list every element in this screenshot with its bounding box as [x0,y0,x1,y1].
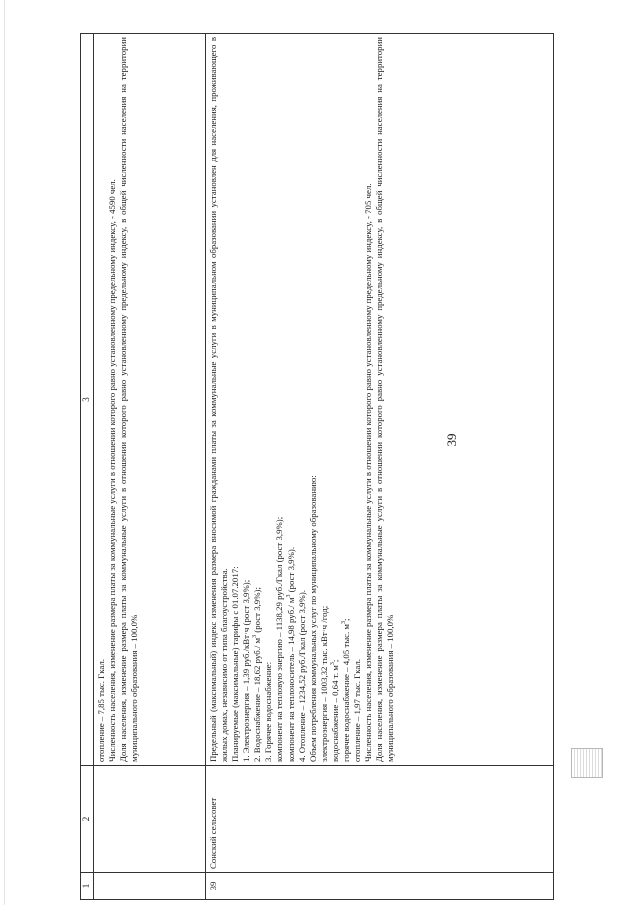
page-number: 39 [444,433,459,447]
line-hot-water-volume: горячее водоснабжение – 4,05 тыс. м [340,624,351,762]
row-continued-number [94,873,206,900]
text-line: 4. Отопление – 1234,52 руб./Гкал (рост 3,9%). [296,589,307,762]
line-water: 2. Водоснабжение – 18,62 руб./ м [252,637,263,762]
superscript: 3 [329,662,336,666]
table-row-39 [206,34,554,900]
rotated-table-area [80,37,554,900]
text-line: Численность населения, изменение размера платы за коммунальные услуги в отношении которого равно установленному предельному индексу, - 705 чел. [363,183,374,762]
text-line: Планируемые (максимальные) тарифы с 01.07.2017: [230,566,241,762]
text-line [341,37,352,762]
text-line: 3. Горячее водоснабжение: [263,661,274,762]
text-line [330,37,341,762]
line-coolant-suffix: (рост 3,9%). [285,546,296,595]
superscript: 3 [252,634,259,638]
row-continued-name [94,766,206,873]
text-line: Численность населения, изменение размера платы за коммунальные услуги в отношении которого равно установленному предельному индексу, - 4590 чел. [107,179,118,762]
text-line: 1. Электроэнергия – 1,39 руб./кВт·ч (рост 3,9%); [241,579,252,762]
line-water-suffix: (рост 3,9%); [252,587,263,635]
rotated-table-content [80,37,554,900]
text-line: отопление – 1,97 тыс. Гкал. [352,659,363,762]
text-line [252,37,263,762]
header-col-1: 1 [81,873,94,900]
text-line: компонент на тепловую энергию – 1138,29 руб./Гкал (рост 3,9%); [274,516,285,762]
text-line: электроэнергия – 1003,32 тыс. кВт·ч /год; [318,605,329,762]
row-39-text [206,34,554,766]
table-row-continued [94,34,206,900]
archive-stamp [571,748,603,778]
superscript: 3 [285,594,292,598]
header-col-2: 2 [81,766,94,873]
text-line [286,37,297,762]
line-hot-water-volume-suffix: ; [340,618,351,622]
text-line: Объем потребления коммунальных услуг по муниципальному образованию: [307,475,318,762]
text-line: Предельный (максимальный) индекс изменения размера вносимой гражданами платы за коммунальные услуги в муниципальном образовании установлен для населения, проживающего в жилых домах, независимо от типа благоустройства. [208,37,230,762]
line-water-volume-suffix: ; [329,659,340,663]
line-water-volume: водоснабжение – 0,64 т. м [329,665,340,762]
tariff-table [80,33,554,900]
row-continued-text [94,34,206,766]
text-line: Доля населения, изменение размера платы за коммунальные услуги в отношении которого равно установленному предельному индексу, в общей численности населения на территории муниципального образования – 100,0% [374,37,396,762]
table-header-row [81,34,94,900]
line-coolant: компонент на теплоноситель – 14,98 руб./ м [285,597,296,762]
header-col-3: 3 [81,34,94,766]
text-line: Доля населения, изменение размера платы за коммунальные услуги в отношении которого равно установленному предельному индексу, в общей численности населения на территории муниципального образования – 100,0% [118,37,140,762]
row-39-number: 39 [206,873,554,900]
superscript: 3 [341,621,348,625]
scan-edge [4,0,5,905]
text-line: отопление – 7,85 тыс. Гкал. [96,659,106,762]
row-39-name: Сонский сельсовет [206,766,554,873]
